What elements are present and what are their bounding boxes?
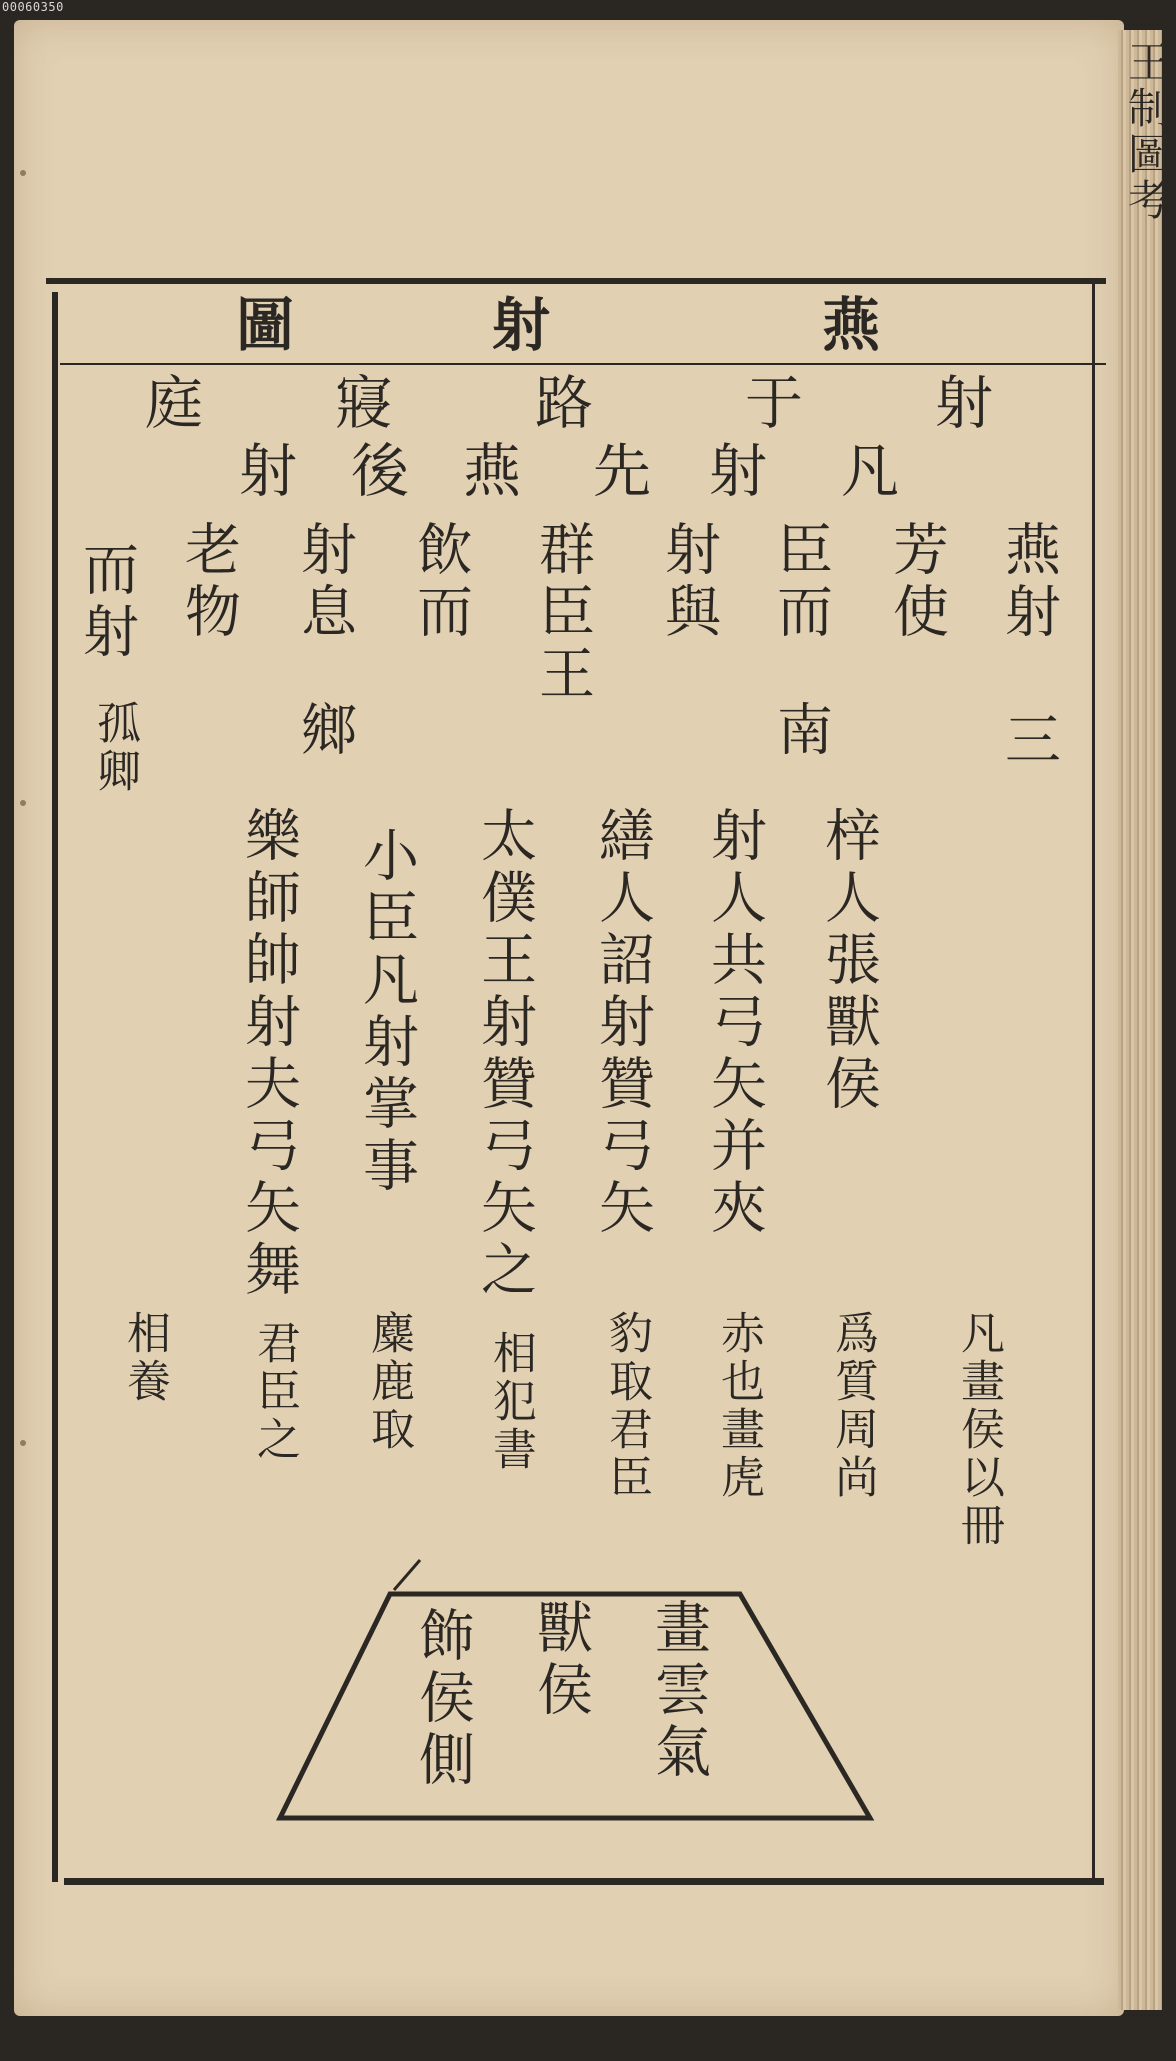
title-char-1: 燕 xyxy=(822,291,881,359)
col-laoshi: 芳使 xyxy=(884,520,949,644)
col-sheyu: 射與 xyxy=(656,520,721,644)
col-ershe: 而射 xyxy=(74,540,139,664)
col-shexi: 射息 xyxy=(292,520,357,644)
officer-col-4: 太僕王射贊弓矢之 xyxy=(472,806,537,1302)
officer-col-1: 梓人張獸侯 xyxy=(816,806,881,1116)
row2-char-6: 射 xyxy=(229,440,297,510)
officer-note-2: 赤也畫虎 xyxy=(713,1310,764,1502)
header-char-she: 射 xyxy=(925,372,993,442)
target-col-3: 飾侯側 xyxy=(410,1606,475,1792)
officer-note-1: 爲質周尚 xyxy=(827,1310,878,1502)
row2-char-3: 先 xyxy=(583,440,651,510)
col-yanshe: 燕射 xyxy=(996,520,1061,644)
scan-id-label: 00060350 xyxy=(2,0,64,14)
col-guqing: 孤卿 xyxy=(89,700,140,796)
officer-note-6: 君臣之 xyxy=(249,1320,300,1464)
officer-note-3: 豹取君臣 xyxy=(601,1310,652,1502)
edge-title: 王制圖考 xyxy=(1122,40,1171,224)
right-note: 凡畫侯以冊 xyxy=(953,1310,1004,1550)
col-qunchen: 群臣王 xyxy=(530,520,595,706)
row2-char-1: 凡 xyxy=(831,440,899,510)
officer-col-2: 射人共弓矢并夾 xyxy=(702,806,767,1240)
officer-col-6: 樂師帥射夫弓矢舞 xyxy=(236,806,301,1302)
left-note: 相養 xyxy=(119,1310,170,1406)
page-edge-stack xyxy=(1118,30,1162,2010)
row2-char-4: 燕 xyxy=(453,440,521,510)
officer-note-5: 麋鹿取 xyxy=(363,1310,414,1454)
col-chener: 臣而 xyxy=(768,520,833,644)
frame-title-rule xyxy=(60,363,1106,365)
header-char-qin: 寢 xyxy=(325,372,393,442)
row2-char-5: 後 xyxy=(341,440,409,510)
col-sanzhi: 三 xyxy=(996,710,1061,772)
officer-col-5: 小臣凡射掌事 xyxy=(354,826,419,1198)
frame-right-rule xyxy=(1092,282,1095,1882)
frame-bottom-rule xyxy=(64,1878,1104,1885)
target-col-1: 畫雲氣 xyxy=(646,1598,711,1784)
officer-note-4: 相犯書 xyxy=(485,1330,536,1474)
officer-col-3: 繕人詔射贊弓矢 xyxy=(590,806,655,1240)
title-char-3: 圖 xyxy=(236,291,295,359)
title-char-2: 射 xyxy=(492,291,551,359)
header-char-yu: 于 xyxy=(735,372,803,442)
header-char-ting: 庭 xyxy=(135,372,203,442)
col-yiner: 飲而 xyxy=(408,520,473,644)
frame-top-rule xyxy=(46,278,1106,284)
frame-left-rule xyxy=(52,292,58,1882)
col-laowu: 老物 xyxy=(176,520,241,644)
target-col-2: 獸侯 xyxy=(528,1598,593,1722)
row2-char-2: 射 xyxy=(699,440,767,510)
header-char-lu: 路 xyxy=(525,372,593,442)
col-nan: 南 xyxy=(768,700,833,762)
col-xiang: 鄉 xyxy=(292,700,357,762)
